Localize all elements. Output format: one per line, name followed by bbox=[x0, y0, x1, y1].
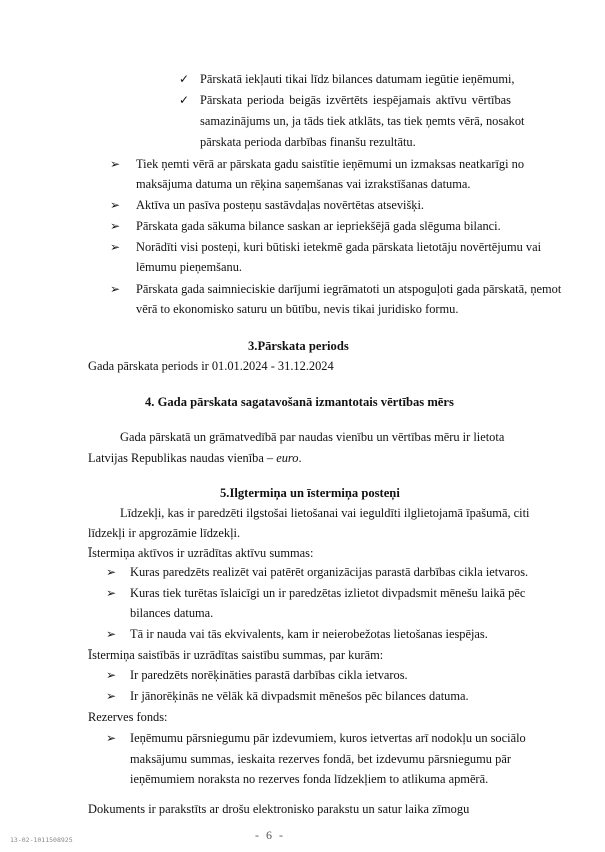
arrow-bullet-icon: ➢ bbox=[110, 198, 121, 212]
bullet-line: vērā to ekonomisko saturu un būtību, nevis tikai juridisko formu. bbox=[136, 302, 459, 316]
section-4-heading: 4. Gada pārskata sagatavošanā izmantotais vērtības mērs bbox=[145, 395, 454, 409]
asset-item-line: Kuras tiek turētas īslaicīgi un ir paredzētas izlietot divpadsmit mēnešu laikā pēc bbox=[130, 586, 526, 600]
currency-name: euro bbox=[276, 451, 299, 465]
bullet-line: maksājuma datuma un rēķina saņemšanas vai izrakstīšanas datuma. bbox=[136, 177, 471, 191]
checkmark-icon: ✓ bbox=[179, 72, 190, 86]
checkmark-icon: ✓ bbox=[179, 93, 190, 107]
currency-text-line: Latvijas Republikas naudas vienība – euro. bbox=[88, 451, 302, 465]
section-3-heading: 3.Pārskata periods bbox=[248, 339, 349, 353]
intro-line: Līdzekļi, kas ir paredzēti ilgstošai lietošanai vai ieguldīti ilglietojamā īpašumā, citi bbox=[120, 506, 530, 520]
intro-line: līdzekļi ir apgrozāmie līdzekļi. bbox=[88, 526, 241, 540]
bullet-line: Pārskata gada sākuma bilance saskan ar iepriekšējā gada slēguma bilanci. bbox=[136, 219, 501, 233]
arrow-bullet-icon: ➢ bbox=[110, 282, 121, 296]
reporting-period-text: Gada pārskata periods ir 01.01.2024 - 31.12.2024 bbox=[88, 359, 334, 373]
reserve-item-line: maksājumu summas, ieskaita rezerves fondā, bet izdevumu pārsniegumu pār bbox=[130, 752, 511, 766]
asset-item-line: Tā ir nauda vai tās ekvivalents, kam ir neierobežotas lietošanas iespējas. bbox=[130, 627, 488, 641]
asset-item-line: Kuras paredzēts realizēt vai patērēt organizācijas parastā darbības cikla ietvaros. bbox=[130, 565, 529, 579]
bullet-line: Pārskata gada saimnieciskie darījumi iegrāmatoti un atspoguļoti gada pārskatā, ņemot bbox=[136, 282, 562, 296]
page-number: - 6 - bbox=[255, 828, 285, 842]
arrow-bullet-icon: ➢ bbox=[106, 668, 117, 682]
e-signature-note: Dokuments ir parakstīts ar drošu elektronisko parakstu un satur laika zīmogu bbox=[88, 802, 470, 816]
check-item-line: Pārskata perioda beigās izvērtēts iespējamais aktīvu vērtības bbox=[200, 93, 511, 107]
check-item-line: Pārskatā iekļauti tikai līdz bilances datumam iegūtie ieņēmumi, bbox=[200, 72, 515, 86]
arrow-bullet-icon: ➢ bbox=[106, 586, 117, 600]
reserve-item-line: Ieņēmumu pārsniegumu pār izdevumiem, kuros ietvertas arī nodokļu un sociālo bbox=[130, 731, 526, 745]
arrow-bullet-icon: ➢ bbox=[106, 627, 117, 641]
reserve-item-line: ieņēmumiem noraksta no rezerves fonda līdzekļiem to atlikuma apmērā. bbox=[130, 772, 489, 786]
bullet-line: Tiek ņemti vērā ar pārskata gadu saistītie ieņēmumi un izmaksas neatkarīgi no bbox=[136, 157, 525, 171]
arrow-bullet-icon: ➢ bbox=[106, 689, 117, 703]
arrow-bullet-icon: ➢ bbox=[106, 565, 117, 579]
arrow-bullet-icon: ➢ bbox=[106, 731, 117, 745]
currency-text-line: Gada pārskatā un grāmatvedībā par naudas vienību un vērtības mēru ir lietota bbox=[120, 430, 505, 444]
reserve-fund-label: Rezerves fonds: bbox=[88, 710, 168, 724]
asset-item-line: bilances datuma. bbox=[130, 606, 214, 620]
section-5-heading: 5.Ilgtermiņa un īstermiņa posteņi bbox=[220, 486, 400, 500]
arrow-bullet-icon: ➢ bbox=[110, 157, 121, 171]
bullet-line: Norādīti visi posteņi, kuri būtiski ietekmē gada pārskata lietotāju novērtējumu vai bbox=[136, 240, 542, 254]
document-code: 13-02-1011508925 bbox=[10, 836, 73, 844]
check-item-line: samazinājums un, ja tāds tiek atklāts, tas tiek ņemts vērā, nosakot bbox=[200, 114, 525, 128]
liability-item-line: Ir jānorēķinās ne vēlāk kā divpadsmit mēnešos pēc bilances datuma. bbox=[130, 689, 469, 703]
arrow-bullet-icon: ➢ bbox=[110, 240, 121, 254]
arrow-bullet-icon: ➢ bbox=[110, 219, 121, 233]
check-item-line: pārskata perioda darbības finanšu rezultātu. bbox=[200, 135, 416, 149]
bullet-line: lēmumu pieņemšanu. bbox=[136, 260, 242, 274]
short-term-assets-label: Īstermiņa aktīvos ir uzrādītas aktīvu summas: bbox=[88, 546, 314, 560]
short-term-liabilities-label: Īstermiņa saistībās ir uzrādītas saistību summas, par kurām: bbox=[88, 648, 384, 662]
bullet-line: Aktīva un pasīva posteņu sastāvdaļas novērtētas atsevišķi. bbox=[136, 198, 425, 212]
liability-item-line: Ir paredzēts norēķināties parastā darbības cikla ietvaros. bbox=[130, 668, 408, 682]
